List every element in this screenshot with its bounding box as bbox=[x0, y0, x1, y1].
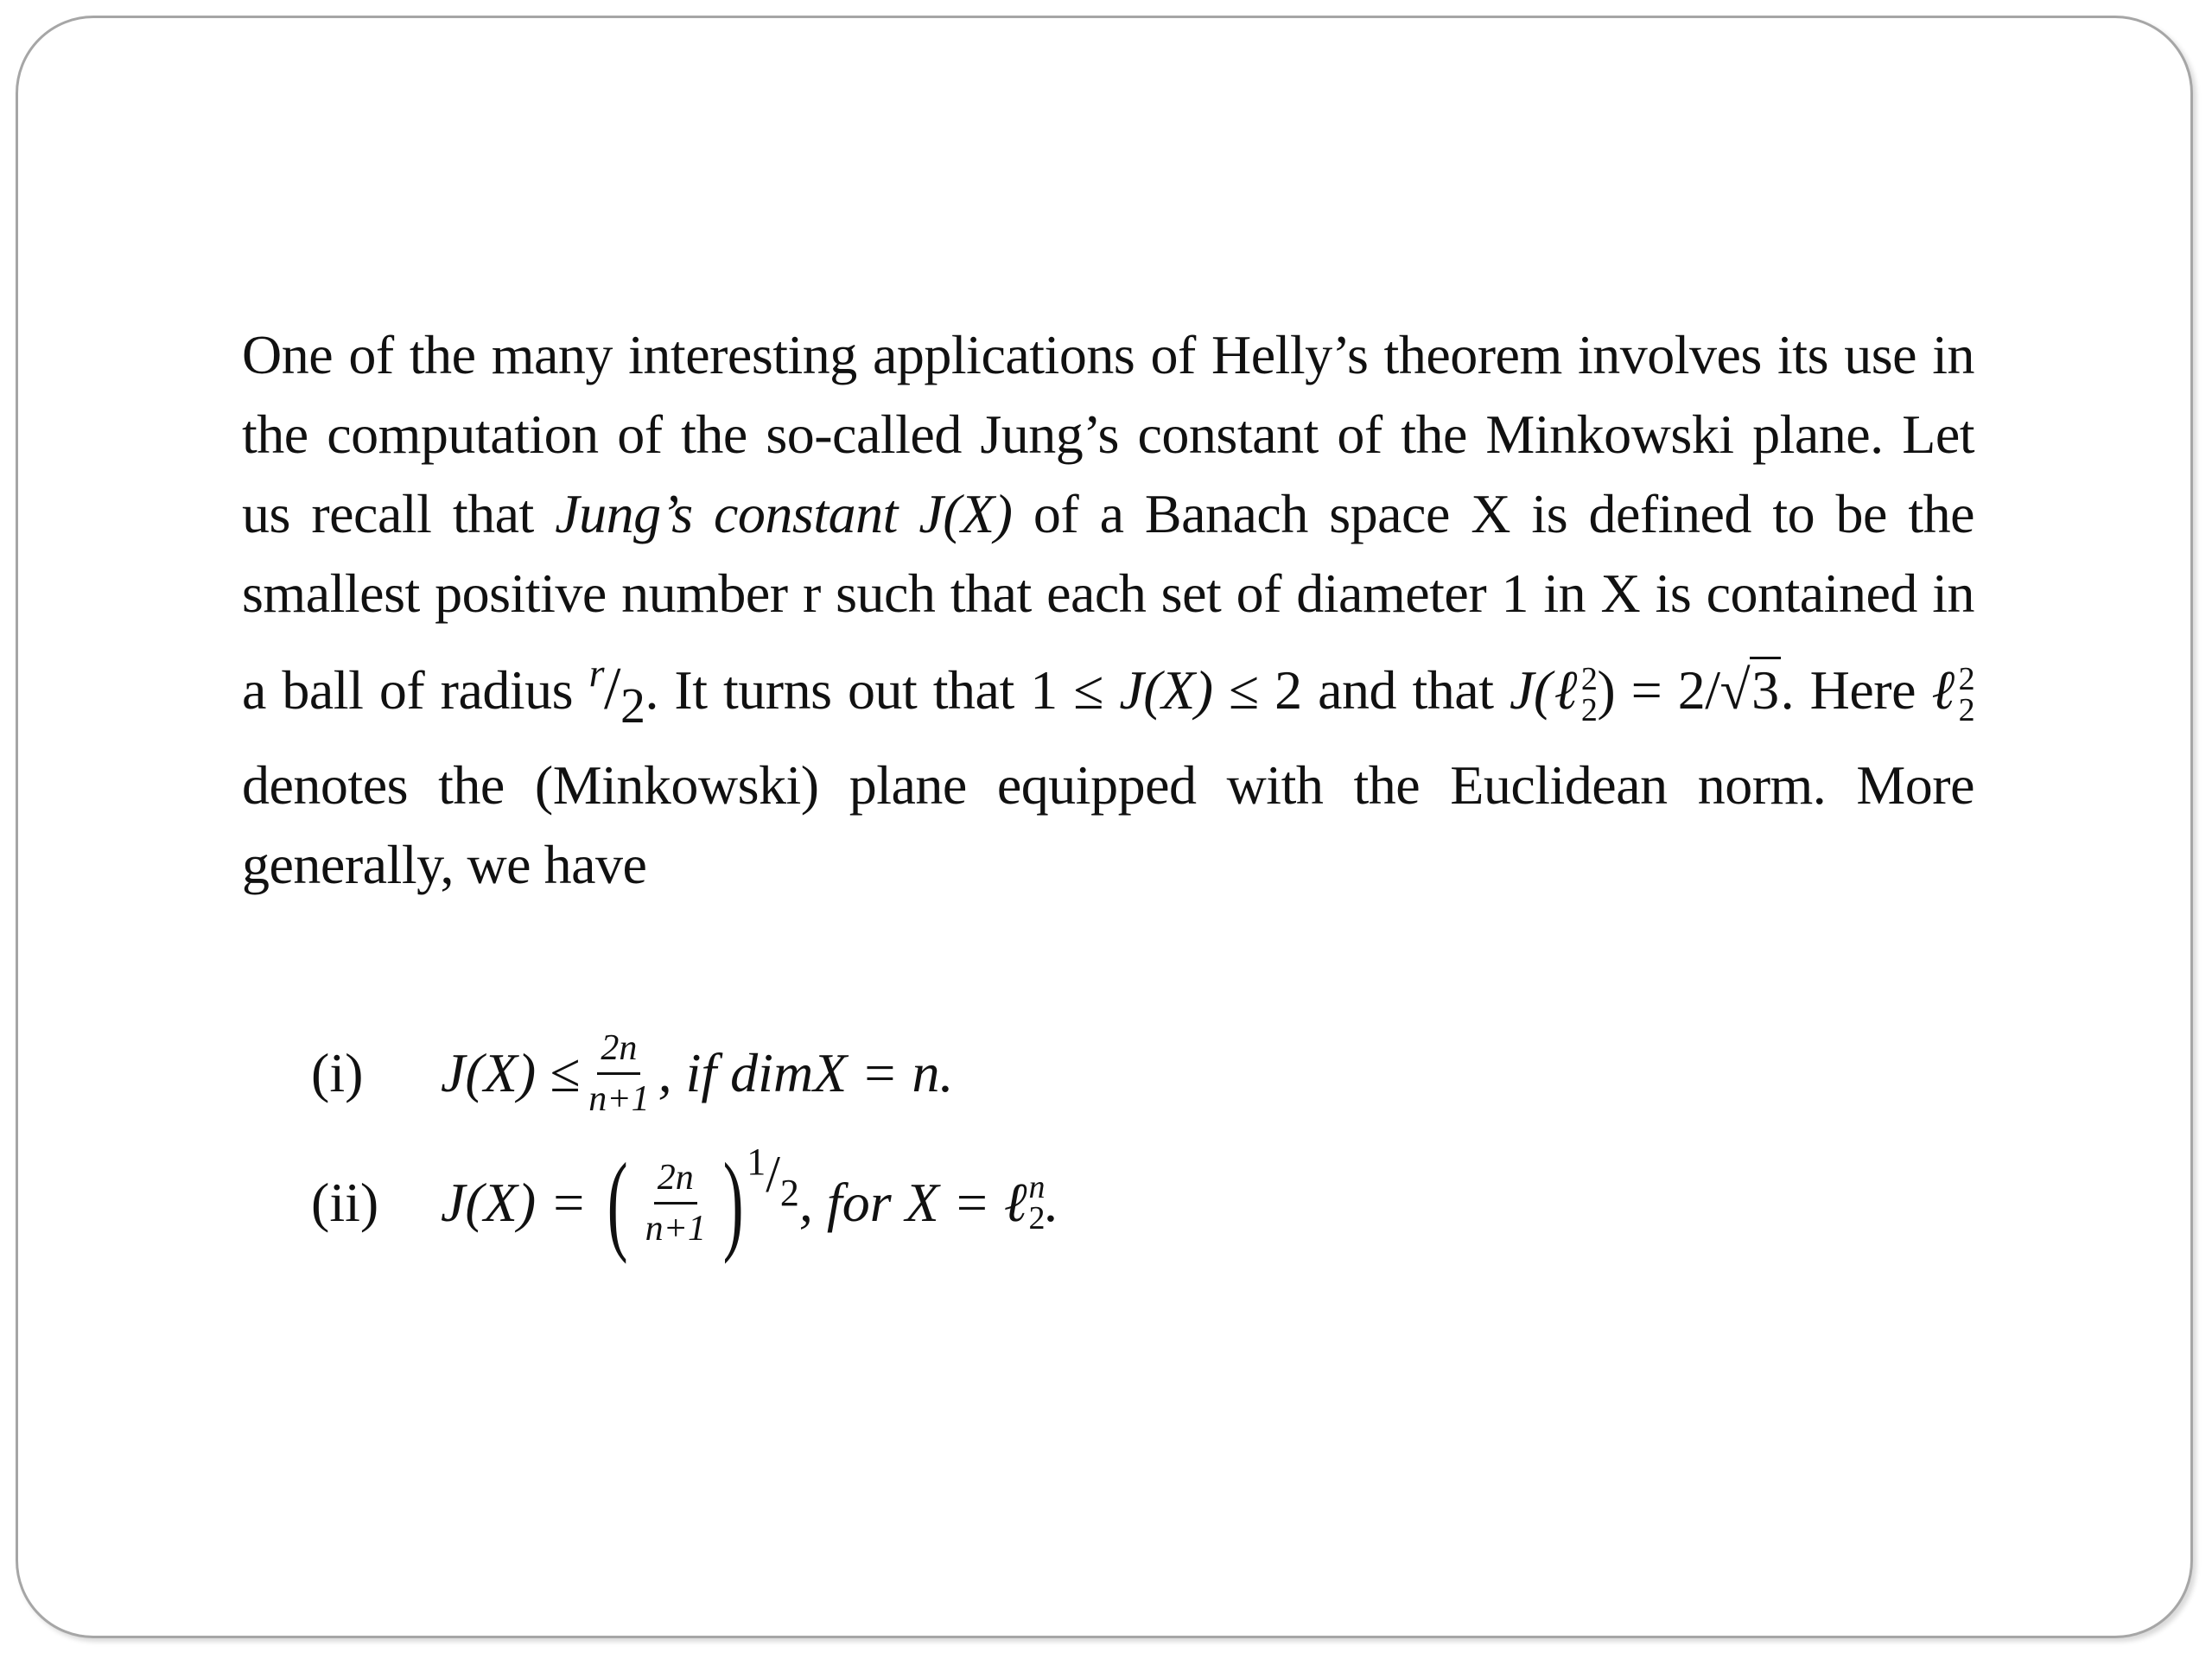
fraction-denominator: n+1 bbox=[645, 1208, 706, 1249]
sqrt-symbol: √ bbox=[1719, 659, 1751, 721]
ell22-sub: 2 bbox=[1958, 692, 1975, 728]
radius-slash: / bbox=[603, 656, 620, 722]
formula-rest: , if dimX = n. bbox=[658, 1042, 954, 1103]
left-paren: ( bbox=[607, 1141, 628, 1265]
text-denotes: denotes the (Minkowski) plane equipped with the Euclidean norm. More generally, we have bbox=[242, 754, 1974, 895]
radius-numerator: r bbox=[588, 651, 604, 695]
text-definition: of a Banach space X is defined to be the smallest positive number r such that each set of diameter 1 in X is contained in a ball of radius bbox=[242, 483, 1975, 721]
term-jungs-constant: Jung’s constant bbox=[555, 483, 898, 544]
sqrt-three bbox=[1720, 657, 1781, 721]
formula-rest-post: . bbox=[1045, 1172, 1059, 1233]
math-ell22 bbox=[1931, 659, 1975, 728]
item-label: (i) bbox=[311, 1042, 364, 1103]
list-item bbox=[311, 1008, 1974, 1138]
item-label: (ii) bbox=[311, 1172, 379, 1233]
list-item bbox=[311, 1138, 1974, 1268]
text-turns-out: . It turns out that bbox=[645, 659, 1014, 721]
fraction bbox=[585, 1027, 652, 1120]
exponent bbox=[747, 1140, 799, 1215]
jl-right: ) = 2/ bbox=[1597, 659, 1720, 721]
jl-left: J(ℓ bbox=[1510, 659, 1580, 721]
text-intro: One of the many interesting applications of Helly’s theorem involves its use in the computation of the so-called Jung’s constant of the Minkowski plane. Let us recall that bbox=[242, 324, 1974, 544]
exponent-numerator: 1 bbox=[747, 1141, 766, 1183]
formula-rest-pre: , for X = ℓ bbox=[798, 1172, 1027, 1233]
elln2-sub: 2 bbox=[1028, 1200, 1046, 1236]
exponent-slash: / bbox=[766, 1146, 780, 1203]
enumerated-list bbox=[311, 1008, 1974, 1268]
fraction bbox=[642, 1157, 709, 1249]
ell22-scripts bbox=[1958, 661, 1975, 728]
sqrt-radicand: 3 bbox=[1750, 657, 1781, 721]
formula-lhs: J(X) = bbox=[441, 1172, 588, 1233]
math-radius-fraction bbox=[588, 651, 645, 734]
math-jx: J(X) bbox=[918, 483, 1013, 544]
elln2-sup: n bbox=[1028, 1169, 1046, 1205]
formula-lhs: J(X) ≤ bbox=[441, 1042, 581, 1103]
right-paren: ) bbox=[722, 1141, 744, 1265]
item-formula bbox=[441, 1141, 1059, 1265]
slide-content bbox=[242, 315, 1974, 1268]
body-paragraph bbox=[242, 315, 1974, 905]
ineq-left: 1 ≤ bbox=[1030, 659, 1103, 721]
l22-scripts bbox=[1580, 661, 1598, 728]
fraction-numerator: 2n bbox=[654, 1157, 697, 1205]
ineq-right: ≤ 2 bbox=[1229, 659, 1302, 721]
elln2-scripts bbox=[1028, 1169, 1046, 1236]
ell-symbol: ℓ bbox=[1931, 659, 1957, 721]
exponent-denominator: 2 bbox=[779, 1172, 799, 1214]
ell22-sup: 2 bbox=[1958, 661, 1975, 697]
radius-denominator: 2 bbox=[620, 677, 645, 734]
math-inequality bbox=[1030, 659, 1301, 721]
item-formula bbox=[441, 1027, 953, 1120]
text-and-that: and that bbox=[1318, 659, 1494, 721]
fraction-denominator: n+1 bbox=[588, 1078, 650, 1119]
fraction-numerator: 2n bbox=[597, 1027, 640, 1075]
text-here: . Here bbox=[1780, 659, 1916, 721]
math-jung-l22 bbox=[1510, 659, 1781, 728]
ineq-mid: J(X) bbox=[1119, 659, 1213, 721]
l22-sub: 2 bbox=[1580, 692, 1598, 728]
l22-sup: 2 bbox=[1580, 661, 1598, 697]
